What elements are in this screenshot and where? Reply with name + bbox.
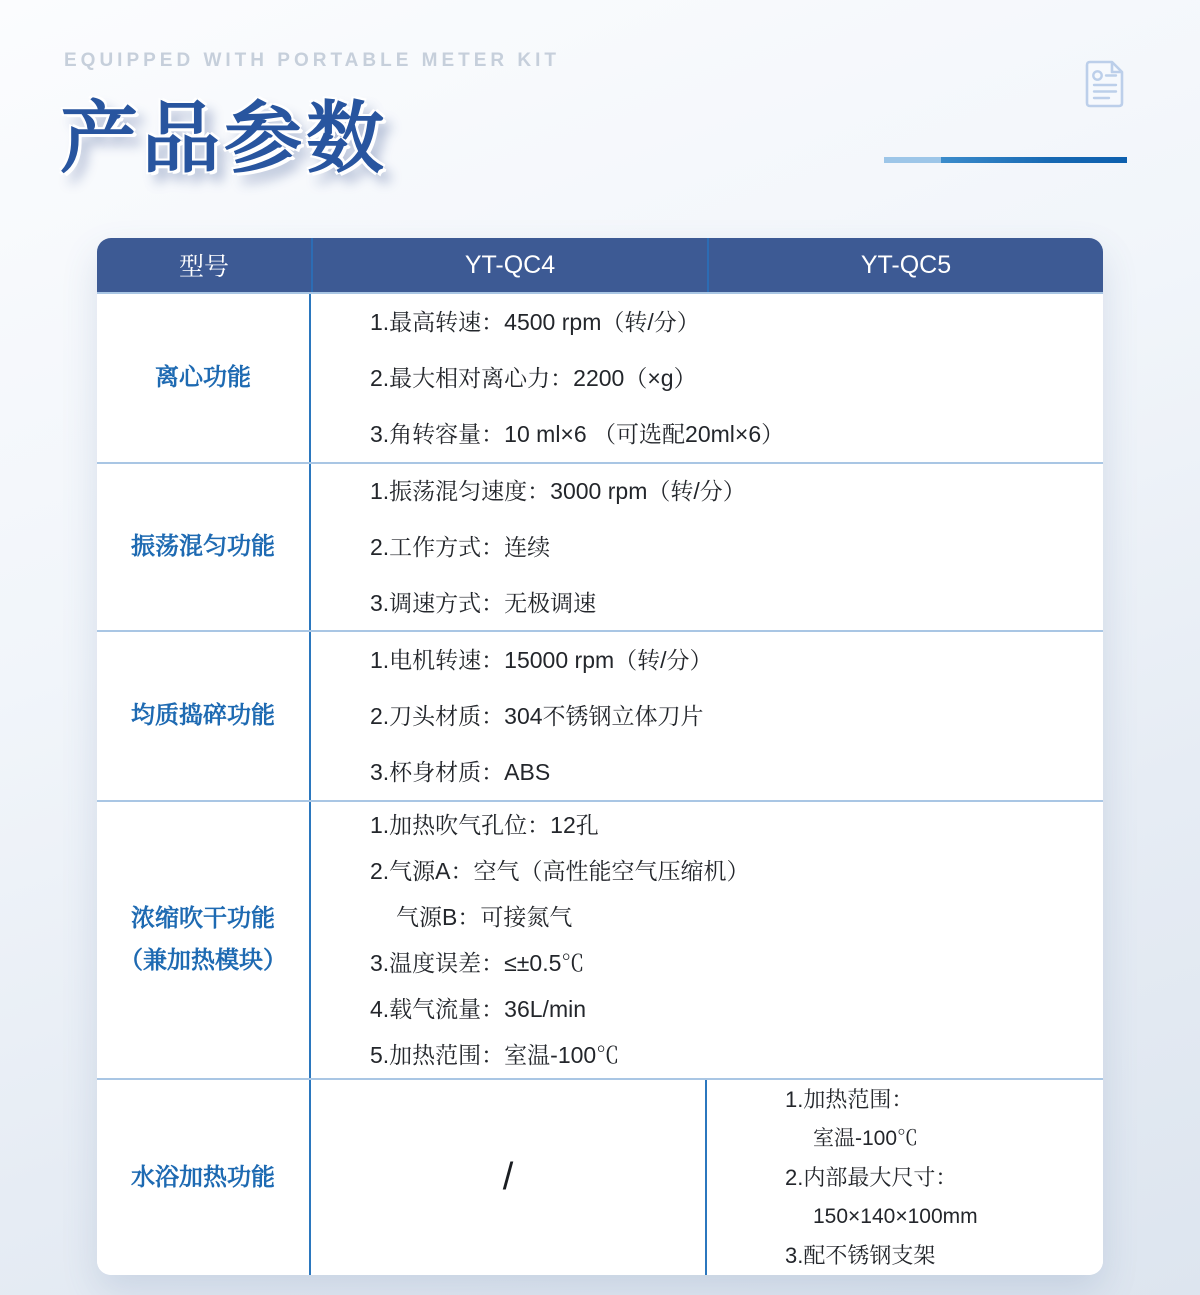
row-label [97,802,311,1078]
spec-line: 1.最高转速：4500 rpm（转/分） [370,309,700,335]
row-label [97,632,311,800]
row-label-text: 离心功能 [155,364,251,391]
document-icon [1085,60,1125,113]
spec-line: 4.载气流量：36L/min [370,996,587,1022]
table-row-centrifuge [97,292,1103,462]
table-row-homogenize [97,630,1103,800]
row-content [311,294,1103,462]
spec-line: 1.加热范围： [785,1087,914,1112]
row-content [311,632,1103,800]
spec-line: 2.内部最大尺寸： [785,1165,958,1190]
spec-line: 2.工作方式：连续 [370,534,551,560]
accent-bar [884,157,1127,163]
spec-line: 3.温度误差：≤±0.5℃ [370,950,585,976]
spec-line: 2.刀头材质：304不锈钢立体刀片 [370,703,704,729]
spec-line: 气源B：可接氮气 [396,904,573,930]
spec-line: 3.调速方式：无极调速 [370,590,597,616]
col-header-yt-qc4: YT-QC4 [311,238,707,292]
col-header-model: 型号 [178,253,229,281]
spec-line: 3.配不锈钢支架 [785,1243,936,1268]
row-label-text: 振荡混匀功能 [131,533,275,560]
row-label-text-line1: 浓缩吹干功能 [131,905,275,932]
row-label-text: 均质捣碎功能 [131,702,275,729]
yt-qc5-cell [707,1080,1103,1275]
spec-line: 2.最大相对离心力：2200（×g） [370,365,697,391]
table-row-waterbath [97,1078,1103,1275]
spec-line: 3.角转容量：10 ml×6 （可选配20ml×6） [370,421,785,447]
spec-line: 2.气源A：空气（高性能空气压缩机） [370,858,750,884]
spec-line: 1.振荡混匀速度：3000 rpm（转/分） [370,478,746,504]
spec-line: 1.加热吹气孔位：12孔 [370,812,599,838]
page-title: 产品参数 [60,95,389,182]
spec-table [97,238,1103,1275]
accent-bar-light-segment [884,157,941,163]
table-row-blowdry [97,800,1103,1078]
row-content [311,464,1103,630]
row-label [97,294,311,462]
table-header-row [97,238,1103,292]
row-content [311,802,1103,1078]
row-label-text-line2: （兼加热模块） [119,947,287,974]
not-applicable-slash: / [502,1156,514,1198]
row-label [97,1080,311,1275]
spec-line: 1.电机转速：15000 rpm（转/分） [370,647,713,673]
spec-line: 3.杯身材质：ABS [370,759,551,785]
row-label [97,464,311,630]
table-row-oscillation [97,462,1103,630]
row-label-text: 水浴加热功能 [131,1163,275,1191]
spec-line: 5.加热范围：室温-100℃ [370,1042,620,1068]
spec-line: 150×140×100mm [813,1205,978,1228]
yt-qc4-cell [311,1080,707,1275]
col-header-yt-qc5: YT-QC5 [707,238,1103,292]
eyebrow-text: EQUIPPED WITH PORTABLE METER KIT [64,50,561,71]
spec-line: 室温-100℃ [813,1127,919,1150]
accent-bar-dark-segment [941,157,1127,163]
